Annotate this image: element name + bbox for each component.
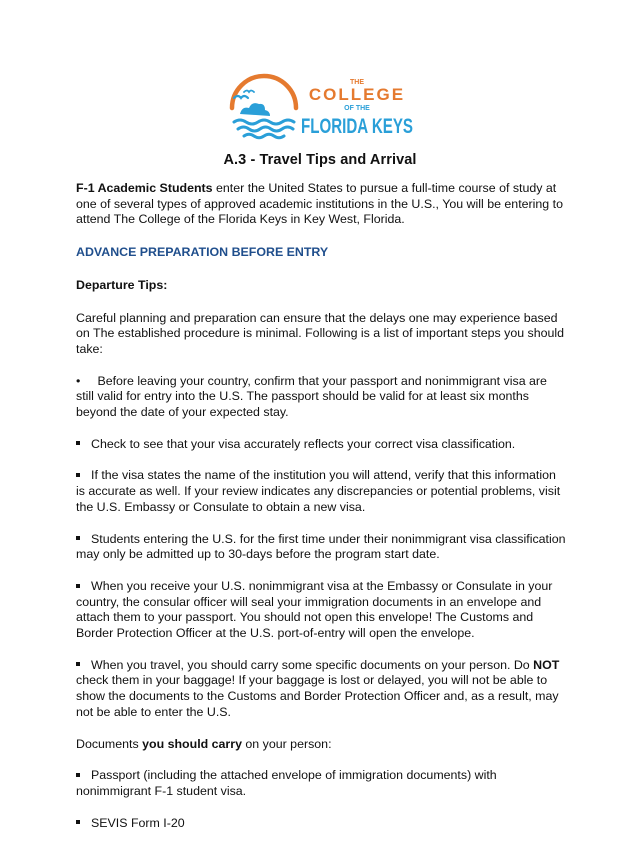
section-heading: ADVANCE PREPARATION BEFORE ENTRY bbox=[76, 245, 329, 260]
list-item bbox=[76, 468, 566, 515]
logo-wave-icon bbox=[234, 120, 294, 124]
departure-heading: Departure Tips: bbox=[76, 277, 168, 292]
logo-text-college: COLLEGE bbox=[308, 85, 406, 104]
list-item-emphasis: NOT bbox=[533, 657, 560, 672]
college-logo bbox=[226, 70, 416, 146]
departure-intro: Careful planning and preparation can ensure that the delays one may experience based on The established procedure is minimal. Following is a list of important steps you should take: bbox=[76, 310, 565, 356]
logo-wave-icon bbox=[244, 134, 284, 138]
list-item bbox=[76, 658, 566, 721]
list-item-text: When you receive your U.S. nonimmigrant visa at the Embassy or Consulate in your country, the consular officer will seal your immigration documents in an envelope and attach them to your passport. You should not open this envelope! The Customs and Border Protection Officer at the U.S. port-of-entry will open the envelope. bbox=[76, 578, 553, 641]
logo-wave-icon bbox=[238, 127, 293, 131]
list-item bbox=[76, 768, 566, 799]
list-item-text: check them in your baggage! If your baggage is lost or delayed, you will not be able to show the documents to the Customs and Border Protection Officer and, as a result, may not be able to enter the U.S. bbox=[76, 673, 559, 719]
logo-cloud-icon bbox=[240, 103, 270, 116]
list-item-text: When you travel, you should carry some specific documents on your person. Do bbox=[91, 657, 534, 672]
logo-text-the: THE bbox=[350, 79, 364, 86]
list-item bbox=[76, 437, 566, 453]
logo-sun-arc-icon bbox=[232, 76, 296, 108]
carry-text: Documents bbox=[76, 736, 143, 751]
list-item-text: SEVIS Form I-20 bbox=[91, 815, 185, 830]
list-item bbox=[76, 816, 566, 832]
logo-text-of-the: OF THE bbox=[344, 105, 370, 112]
list-item bbox=[76, 532, 566, 563]
carry-text: on your person: bbox=[241, 736, 332, 751]
intro-text: enter the United States to pursue a full-time course of study at one of several types of approved academic institutions in the U.S., You will be entering to attend The College of the Florida Keys in Key West, Florida. bbox=[76, 181, 563, 227]
logo-bird-icon bbox=[234, 96, 248, 98]
document-body bbox=[76, 181, 566, 847]
list-item-text: Students entering the U.S. for the first time under their nonimmigrant visa classification may only be admitted up to 30-days before the program start date. bbox=[76, 531, 566, 562]
intro-paragraph bbox=[76, 181, 566, 228]
list-item-text: If the visa states the name of the institution you will attend, verify that this information is accurate as well. If your review indicates any discrepancies or potential problems, visit the U.S. Embassy or Consulate to obtain a new visa. bbox=[76, 468, 561, 514]
list-item-text: Before leaving your country, confirm that your passport and nonimmigrant visa are still valid for entry into the U.S. The passport should be valid for at least six months beyond the date of your expected stay. bbox=[76, 373, 547, 420]
college-logo-graphic bbox=[226, 70, 416, 146]
list-item-text: Passport (including the attached envelope of immigration documents) with nonimmigrant F-1 student visa. bbox=[76, 768, 497, 798]
page-title: A.3 - Travel Tips and Arrival bbox=[223, 152, 417, 168]
list-item-text: Check to see that your visa accurately reflects your correct visa classification. bbox=[91, 436, 516, 451]
intro-bold-lead: F-1 Academic Students bbox=[76, 181, 213, 195]
carry-intro bbox=[76, 737, 566, 753]
logo-text-florida-keys: FLORIDA KEYS bbox=[301, 115, 413, 138]
list-item bbox=[76, 579, 566, 642]
list-item bbox=[76, 374, 566, 421]
carry-emphasis: you should carry bbox=[142, 736, 242, 751]
logo-bird-icon bbox=[244, 91, 254, 93]
